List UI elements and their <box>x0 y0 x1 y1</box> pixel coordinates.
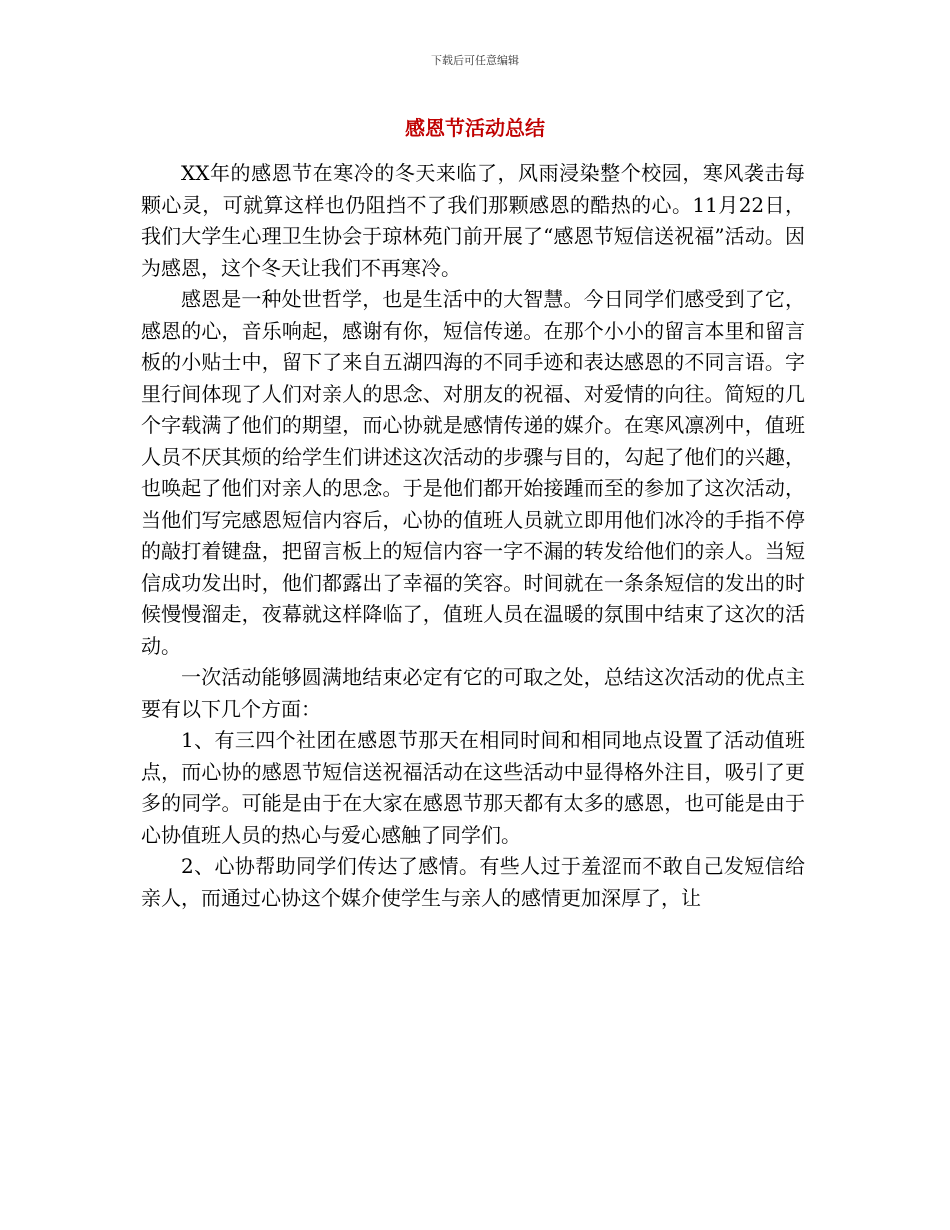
paragraph-1: XX年的感恩节在寒冷的冬天来临了，风雨浸染整个校园，寒风袭击每颗心灵，可就算这样也仍阻挡不了我们那颗感恩的酷热的心。11月22日，我们大学生心理卫生协会于琼林苑门前开展了“感恩节短信送祝福”活动。因为感恩，这个冬天让我们不再寒冷。 <box>141 161 805 280</box>
paragraph-4: 1、有三四个社团在感恩节那天在相同时间和相同地点设置了活动值班点，而心协的感恩节短信送祝福活动在这些活动中显得格外注目，吸引了更多的同学。可能是由于在大家在感恩节那天都有太多的感恩，也可能是由于心协值班人员的热心与爱心感触了同学们。 <box>141 728 805 847</box>
document-title: 感恩节活动总结 <box>405 116 545 140</box>
paragraph-3: 一次活动能够圆满地结束必定有它的可取之处，总结这次活动的优点主要有以下几个方面： <box>141 665 805 721</box>
header-note: 下载后可任意编辑 <box>431 54 519 67</box>
paragraph-5: 2、心协帮助同学们传达了感情。有些人过于羞涩而不敢自己发短信给亲人，而通过心协这个媒介使学生与亲人的感情更加深厚了，让 <box>141 854 805 910</box>
paragraph-2: 感恩是一种处世哲学，也是生活中的大智慧。今日同学们感受到了它，感恩的心，音乐响起，感谢有你，短信传递。在那个小小的留言本里和留言板的小贴士中，留下了来自五湖四海的不同手迹和表达感恩的不同言语。字里行间体现了人们对亲人的思念、对朋友的祝福、对爱情的向往。简短的几个字载满了他们的期望，而心协就是感情传递的媒介。在寒风凛冽中，值班人员不厌其烦的给学生们讲述这次活动的步骤与目的，勾起了他们的兴趣，也唤起了他们对亲人的思念。于是他们都开始接踵而至的参加了这次活动，当他们写完感恩短信内容后，心协的值班人员就立即用他们冰冷的手指不停的敲打着键盘，把留言板上的短信内容一字不漏的转发给他们的亲人。当短信成功发出时，他们都露出了幸福的笑容。时间就在一条条短信的发出的时候慢慢溜走，夜幕就这样降临了，值班人员在温暖的氛围中结束了这次的活动。 <box>141 287 805 658</box>
document-body <box>141 158 805 914</box>
